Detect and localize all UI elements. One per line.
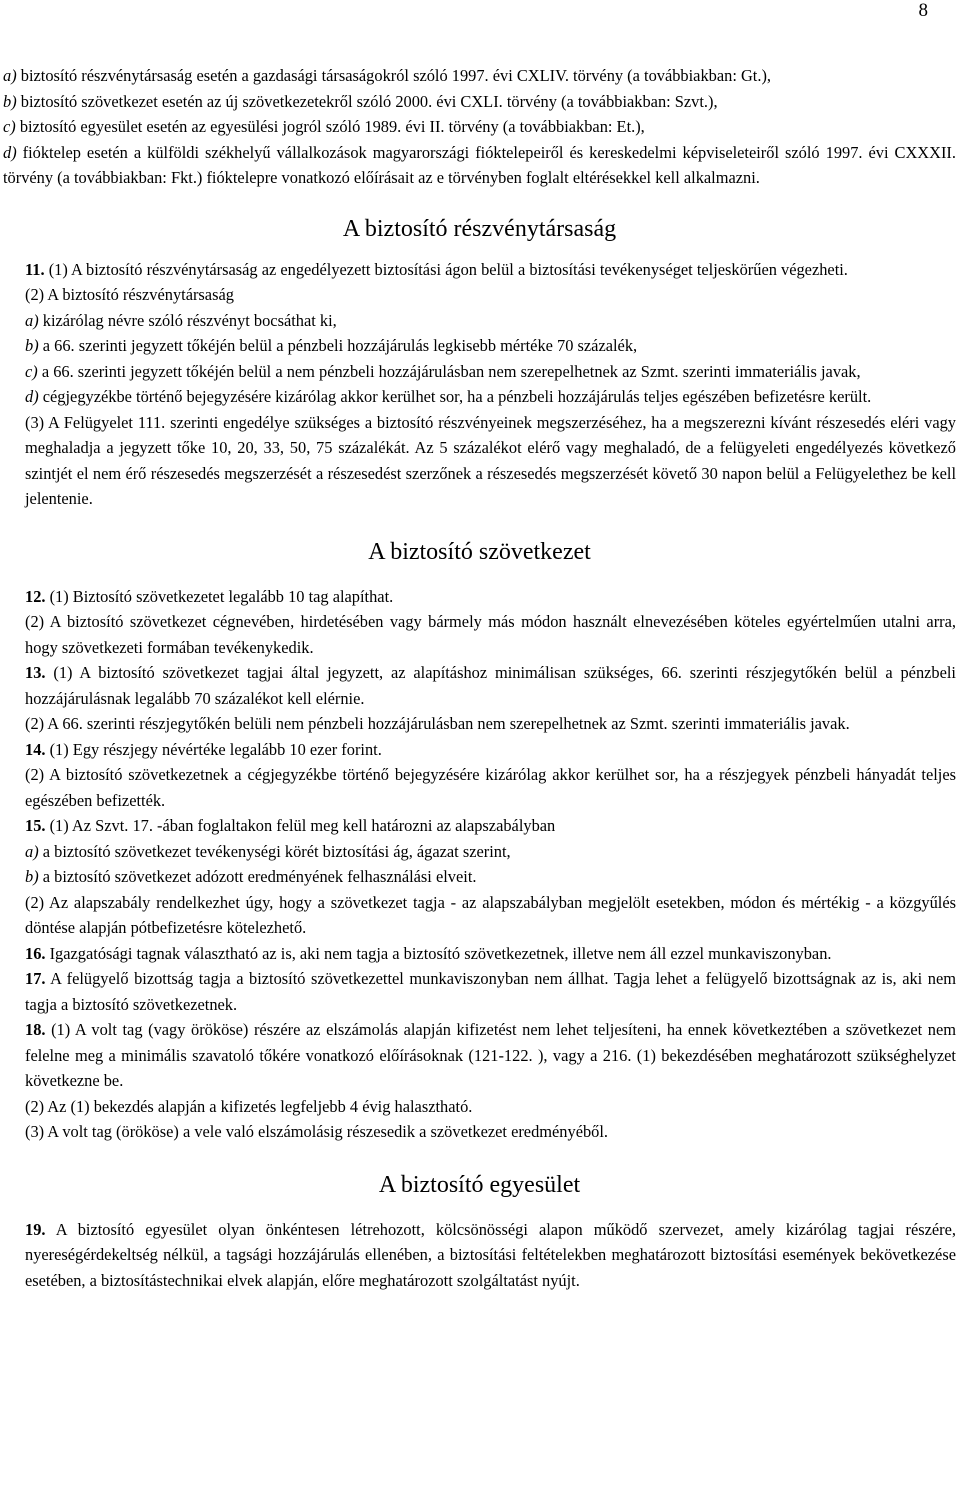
paragraph-11-2: (2) A biztosító részvénytársaság	[25, 285, 234, 304]
paragraph-13-1: 13. (1) A biztosító szövetkezet tagjai által jegyzett, az alapításhoz minimálisan szükséges, 66. szerinti részjegytőkén belül a pénzbeli hozzájárulásnak legalább 70 százalékot kell elérnie.	[25, 663, 956, 708]
paragraph-17: 17. A felügyelő bizottság tagja a biztosító szövetkezettel munkaviszonyban nem állhat. Tagja lehet a felügyelő bizottságnak az is, aki nem tagja a biztosító szövetkezetnek.	[25, 969, 956, 1014]
paragraph-12-1: 12. (1) Biztosító szövetkezetet legalább 10 tag alapíthat.	[25, 586, 394, 606]
paragraph-14-1: 14. (1) Egy részjegy névértéke legalább 10 ezer forint.	[25, 739, 382, 759]
paragraph-19: 19. A biztosító egyesület olyan önkéntesen létrehozott, kölcsönösségi alapon működő szervezet, amely kizárólag tagjai részére, nyereségérdekeltség nélkül, a tagsági hozzájárulás ellenében, a biztosítási feltételekben meghatározott biztosítási események bekövetkezése esetében, a biztosítástechnikai elvek alapján, előre meghatározott szolgáltatást nyújt.	[25, 1219, 956, 1290]
paragraph-15-1-a: a) a biztosító szövetkezet tevékenységi körét biztosítási ág, ágazat szerint,	[25, 841, 511, 861]
paragraph-12-2: (2) A biztosító szövetkezet cégnevében, hirdetésében vagy bármely más módon használt elnevezésében köteles egyértelműen utalni arra, hogy szövetkezeti formában tevékenykedik.	[25, 612, 956, 657]
intro-item-d: d) fióktelep esetén a külföldi székhelyű vállalkozások magyarországi fióktelepeiről és kereskedelmi képviseleteiről szóló 1997. évi CXXXII. törvény (a továbbiakban: Fkt.) fióktelepre vonatkozó előírásait az e törvényben foglalt eltérésekkel kell alkalmazni.	[3, 142, 956, 187]
paragraph-11-1: 11. (1) A biztosító részvénytársaság az engedélyezett biztosítási ágon belül a biztosítási tevékenységet teljeskörűen végezheti.	[25, 259, 848, 279]
document-body	[3, 63, 956, 1293]
section-heading-egyesulet: A biztosító egyesület	[378, 1171, 581, 1198]
paragraph-15-2: (2) Az alapszabály rendelkezhet úgy, hogy a szövetkezet tagja - az alapszabályban megjelölt esetekben, módon és mértékig - a közgyűlés döntése alapján pótbefizetésre kötelezhető.	[25, 892, 956, 937]
paragraph-15-1: 15. (1) Az Szvt. 17. -ában foglaltakon felül meg kell határozni az alapszabályban	[25, 816, 556, 835]
paragraph-16: 16. Igazgatósági tagnak választható az is, aki nem tagja a biztosító szövetkezetnek, illetve nem áll ezzel munkaviszonyban.	[25, 943, 832, 963]
paragraph-18-3: (3) A volt tag (örököse) a vele való elszámolásig részesedik a szövetkezet eredményéből.	[25, 1122, 609, 1141]
section-heading-szovetkezet: A biztosító szövetkezet	[368, 538, 591, 565]
page-number: 8	[918, 0, 928, 21]
paragraph-14-2: (2) A biztosító szövetkezetnek a cégjegyzékbe történő bejegyzésére kizárólag akkor kerülhet sor, ha a részjegyek pénzbeli hányadát teljes egészében befizették.	[25, 765, 956, 810]
paragraph-11-3: (3) A Felügyelet 111. szerinti engedélye szükséges a biztosító részvényeinek megszerzéséhez, ha a megszerezni kívánt részesedés eléri vagy meghaladja a jegyzett tőke 10, 20, 33, 50, 75 százalékát. Az 5 százalékot elérő vagy meghaladó, de a felügyeleti engedélyezés következő szintjét el nem érő részesedés megszerzését a részesedést szerzőnek a részesedés megszerzését követő 30 napon belül a Felügyelethez be kell jelentenie.	[25, 412, 956, 508]
paragraph-18-1: 18. (1) A volt tag (vagy örököse) részére az elszámolás alapján kifizetést nem lehet teljesíteni, ha ennek következtében a szövetkezet nem felelne meg a minimális szavatoló tőkére vonatkozó előírásoknak (121-122. ), vagy a 216. (1) bekezdésében meghatározott szükséghelyzet következne be.	[25, 1020, 956, 1090]
intro-item-c: c) biztosító egyesület esetén az egyesülési jogról szóló 1989. évi II. törvény (a továbbiakban: Et.),	[3, 117, 645, 136]
intro-item-a: a) biztosító részvénytársaság esetén a gazdasági társaságokról szóló 1997. évi CXLIV. törvény (a továbbiakban: Gt.),	[3, 66, 772, 85]
paragraph-11-2-b: b) a 66. szerinti jegyzett tőkéjén belül a pénzbeli hozzájárulás legkisebb mértéke 70 százalék,	[25, 336, 638, 355]
paragraph-11-2-d: d) cégjegyzékbe történő bejegyzésére kizárólag akkor kerülhet sor, ha a pénzbeli hozzájárulás teljes egészében befizetésre került.	[25, 387, 872, 406]
paragraph-15-1-b: b) a biztosító szövetkezet adózott eredményének felhasználási elveit.	[25, 867, 477, 886]
paragraph-11-2-c: c) a 66. szerinti jegyzett tőkéjén belül a nem pénzbeli hozzájárulásban nem szerepelhetnek az Szmt. szerinti immateriális javak,	[25, 361, 861, 381]
paragraph-18-2: (2) Az (1) bekezdés alapján a kifizetés legfeljebb 4 évig halasztható.	[25, 1096, 473, 1116]
intro-item-b: b) biztosító szövetkezet esetén az új szövetkezetekről szóló 2000. évi CXLI. törvény (a továbbiakban: Szvt.),	[3, 91, 718, 111]
paragraph-11-2-a: a) kizárólag névre szóló részvényt bocsáthat ki,	[25, 310, 337, 330]
paragraph-13-2: (2) A 66. szerinti részjegytőkén belüli nem pénzbeli hozzájárulásban nem szerepelhetnek az Szmt. szerinti immateriális javak.	[25, 714, 850, 733]
section-heading-reszvenytarsasag: A biztosító részvénytársaság	[342, 215, 617, 242]
